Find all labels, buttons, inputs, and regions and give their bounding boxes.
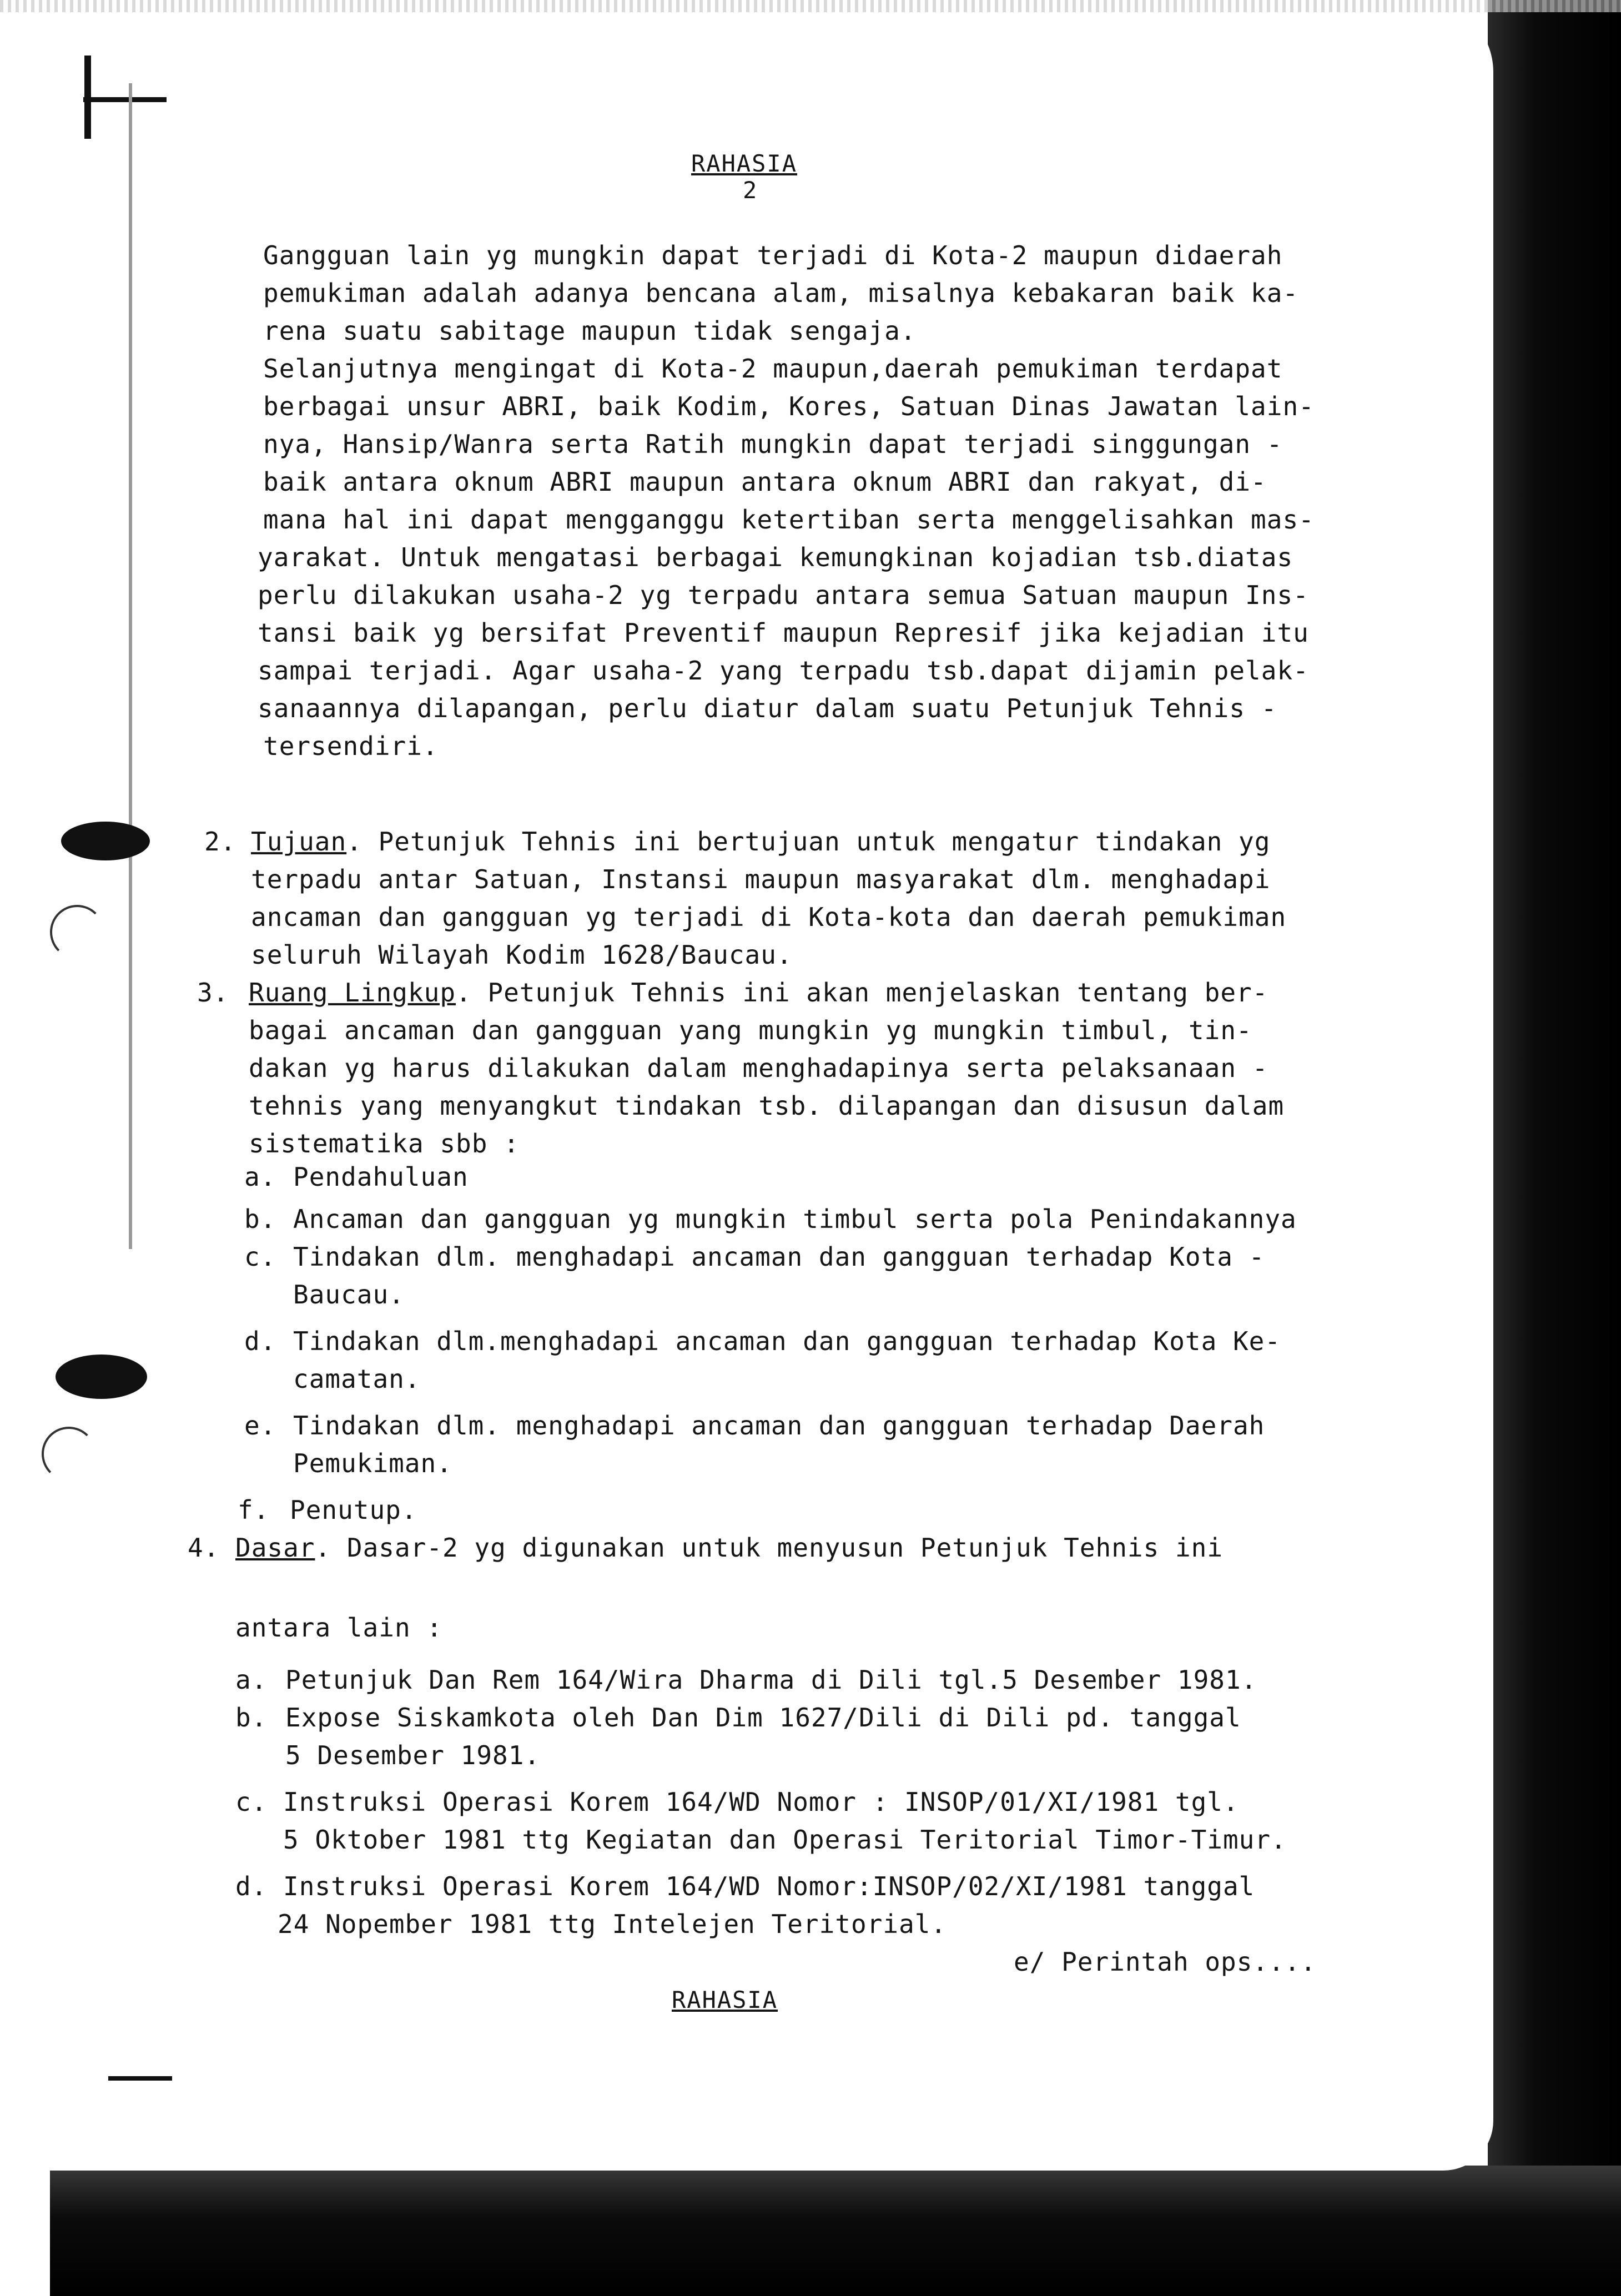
intro-line: tersendiri. bbox=[263, 731, 439, 761]
item-text: Expose Siskamkota oleh Dan Dim 1627/Dili di Dili pd. tanggal bbox=[285, 1703, 1241, 1733]
punch-hole-outline bbox=[50, 905, 104, 959]
section-3-line: dakan yg harus dilakukan dalam menghadapinya serta pelaksanaan - bbox=[249, 1053, 1268, 1083]
page-number: 2 bbox=[743, 177, 757, 204]
item-label: f. bbox=[238, 1495, 270, 1525]
section-2-number: 2. bbox=[204, 827, 236, 857]
item-text: 5 Oktober 1981 ttg Kegiatan dan Operasi Teritorial Timor-Timur. bbox=[283, 1825, 1287, 1855]
item-label: d. bbox=[235, 1871, 268, 1901]
scan-shadow-right bbox=[1488, 0, 1621, 2296]
section-2-line: terpadu antar Satuan, Instansi maupun masyarakat dlm. menghadapi bbox=[251, 864, 1271, 894]
item-text: Ancaman dan gangguan yg mungkin timbul serta pola Penindakannya bbox=[293, 1204, 1297, 1234]
binding-clip-mark bbox=[83, 97, 167, 102]
section-3-first-line: . Petunjuk Tehnis ini akan menjelaskan tentang ber- bbox=[456, 978, 1268, 1008]
item-label: b. bbox=[235, 1703, 268, 1733]
item-text: camatan. bbox=[293, 1364, 421, 1394]
item-text: Instruksi Operasi Korem 164/WD Nomor : INSOP/01/XI/1981 tgl. bbox=[283, 1787, 1239, 1817]
section-2-line: ancaman dan gangguan yg terjadi di Kota-kota dan daerah pemukiman bbox=[251, 902, 1287, 932]
section-4-title: Dasar bbox=[235, 1533, 315, 1563]
punch-hole-mark bbox=[56, 1355, 147, 1399]
classification-header: RAHASIA bbox=[691, 150, 798, 177]
intro-line: Selanjutnya mengingat di Kota-2 maupun,daerah pemukiman terdapat bbox=[263, 354, 1283, 384]
section-2-first-line: . Petunjuk Tehnis ini bertujuan untuk mengatur tindakan yg bbox=[346, 827, 1271, 857]
intro-line: sanaannya dilapangan, perlu diatur dalam suatu Petunjuk Tehnis - bbox=[258, 693, 1277, 723]
intro-line: berbagai unsur ABRI, baik Kodim, Kores, Satuan Dinas Jawatan lain- bbox=[263, 391, 1315, 421]
scan-shadow-bottom bbox=[50, 2166, 1621, 2296]
intro-line: perlu dilakukan usaha-2 yg terpadu antara semua Satuan maupun Ins- bbox=[258, 580, 1309, 610]
section-2-heading bbox=[251, 826, 1270, 857]
section-4-line: antara lain : bbox=[235, 1613, 443, 1643]
continuation-note: e/ Perintah ops.... bbox=[1014, 1947, 1317, 1977]
punch-hole-outline bbox=[42, 1427, 96, 1481]
intro-line: Gangguan lain yg mungkin dapat terjadi di Kota-2 maupun didaerah bbox=[263, 240, 1283, 270]
intro-line: baik antara oknum ABRI maupun antara oknum ABRI dan rakyat, di- bbox=[263, 467, 1267, 497]
item-label: c. bbox=[235, 1787, 268, 1817]
intro-line: pemukiman adalah adanya bencana alam, misalnya kebakaran baik ka- bbox=[263, 278, 1299, 308]
item-text: Tindakan dlm.menghadapi ancaman dan gangguan terhadap Kota Ke- bbox=[293, 1326, 1281, 1356]
punch-hole-mark bbox=[61, 822, 150, 860]
item-label: b. bbox=[244, 1204, 276, 1234]
item-text: Tindakan dlm. menghadapi ancaman dan gangguan terhadap Kota - bbox=[293, 1242, 1265, 1272]
intro-line: rena suatu sabitage maupun tidak sengaja. bbox=[263, 316, 917, 346]
item-label: e. bbox=[244, 1411, 276, 1441]
section-4-number: 4. bbox=[188, 1533, 220, 1563]
intro-line: tansi baik yg bersifat Preventif maupun Represif jika kejadian itu bbox=[258, 618, 1309, 648]
section-4-first-line: . Dasar-2 yg digunakan untuk menyusun Petunjuk Tehnis ini bbox=[315, 1533, 1224, 1563]
item-text: Baucau. bbox=[293, 1280, 405, 1310]
item-label: d. bbox=[244, 1326, 276, 1356]
intro-line: nya, Hansip/Wanra serta Ratih mungkin dapat terjadi singgungan - bbox=[263, 429, 1283, 459]
section-3-title: Ruang Lingkup bbox=[249, 978, 456, 1008]
scan-edge-top bbox=[0, 0, 1621, 12]
item-label: a. bbox=[244, 1162, 276, 1192]
binding-clip-mark bbox=[108, 2076, 172, 2081]
binding-fold-line bbox=[129, 83, 132, 1249]
item-text: Pendahuluan bbox=[293, 1162, 469, 1192]
section-3-number: 3. bbox=[197, 978, 229, 1008]
intro-line: yarakat. Untuk mengatasi berbagai kemungkinan kojadian tsb.diatas bbox=[258, 542, 1293, 572]
section-2-title: Tujuan bbox=[251, 827, 347, 857]
section-2-line: seluruh Wilayah Kodim 1628/Baucau. bbox=[251, 940, 793, 970]
intro-line: mana hal ini dapat mengganggu ketertiban serta menggelisahkan mas- bbox=[263, 505, 1315, 535]
item-text: Pemukiman. bbox=[293, 1448, 452, 1478]
classification-footer: RAHASIA bbox=[672, 1986, 778, 2013]
item-text: Penutup. bbox=[290, 1495, 417, 1525]
section-3-line: bagai ancaman dan gangguan yang mungkin yg mungkin timbul, tin- bbox=[249, 1015, 1252, 1045]
item-text: 5 Desember 1981. bbox=[285, 1740, 541, 1770]
intro-line: sampai terjadi. Agar usaha-2 yang terpadu tsb.dapat dijamin pelak- bbox=[258, 656, 1309, 686]
item-label: c. bbox=[244, 1242, 276, 1272]
item-text: 24 Nopember 1981 ttg Intelejen Teritorial. bbox=[278, 1909, 947, 1939]
section-3-heading bbox=[249, 977, 1268, 1008]
section-4-heading bbox=[235, 1532, 1223, 1563]
section-3-line: tehnis yang menyangkut tindakan tsb. dilapangan dan disusun dalam bbox=[249, 1091, 1285, 1121]
item-text: Petunjuk Dan Rem 164/Wira Dharma di Dili tgl.5 Desember 1981. bbox=[285, 1665, 1257, 1695]
section-3-line: sistematika sbb : bbox=[249, 1129, 520, 1159]
item-label: a. bbox=[235, 1665, 268, 1695]
item-text: Tindakan dlm. menghadapi ancaman dan gangguan terhadap Daerah bbox=[293, 1411, 1265, 1441]
item-text: Instruksi Operasi Korem 164/WD Nomor:INSOP/02/XI/1981 tanggal bbox=[283, 1871, 1255, 1901]
